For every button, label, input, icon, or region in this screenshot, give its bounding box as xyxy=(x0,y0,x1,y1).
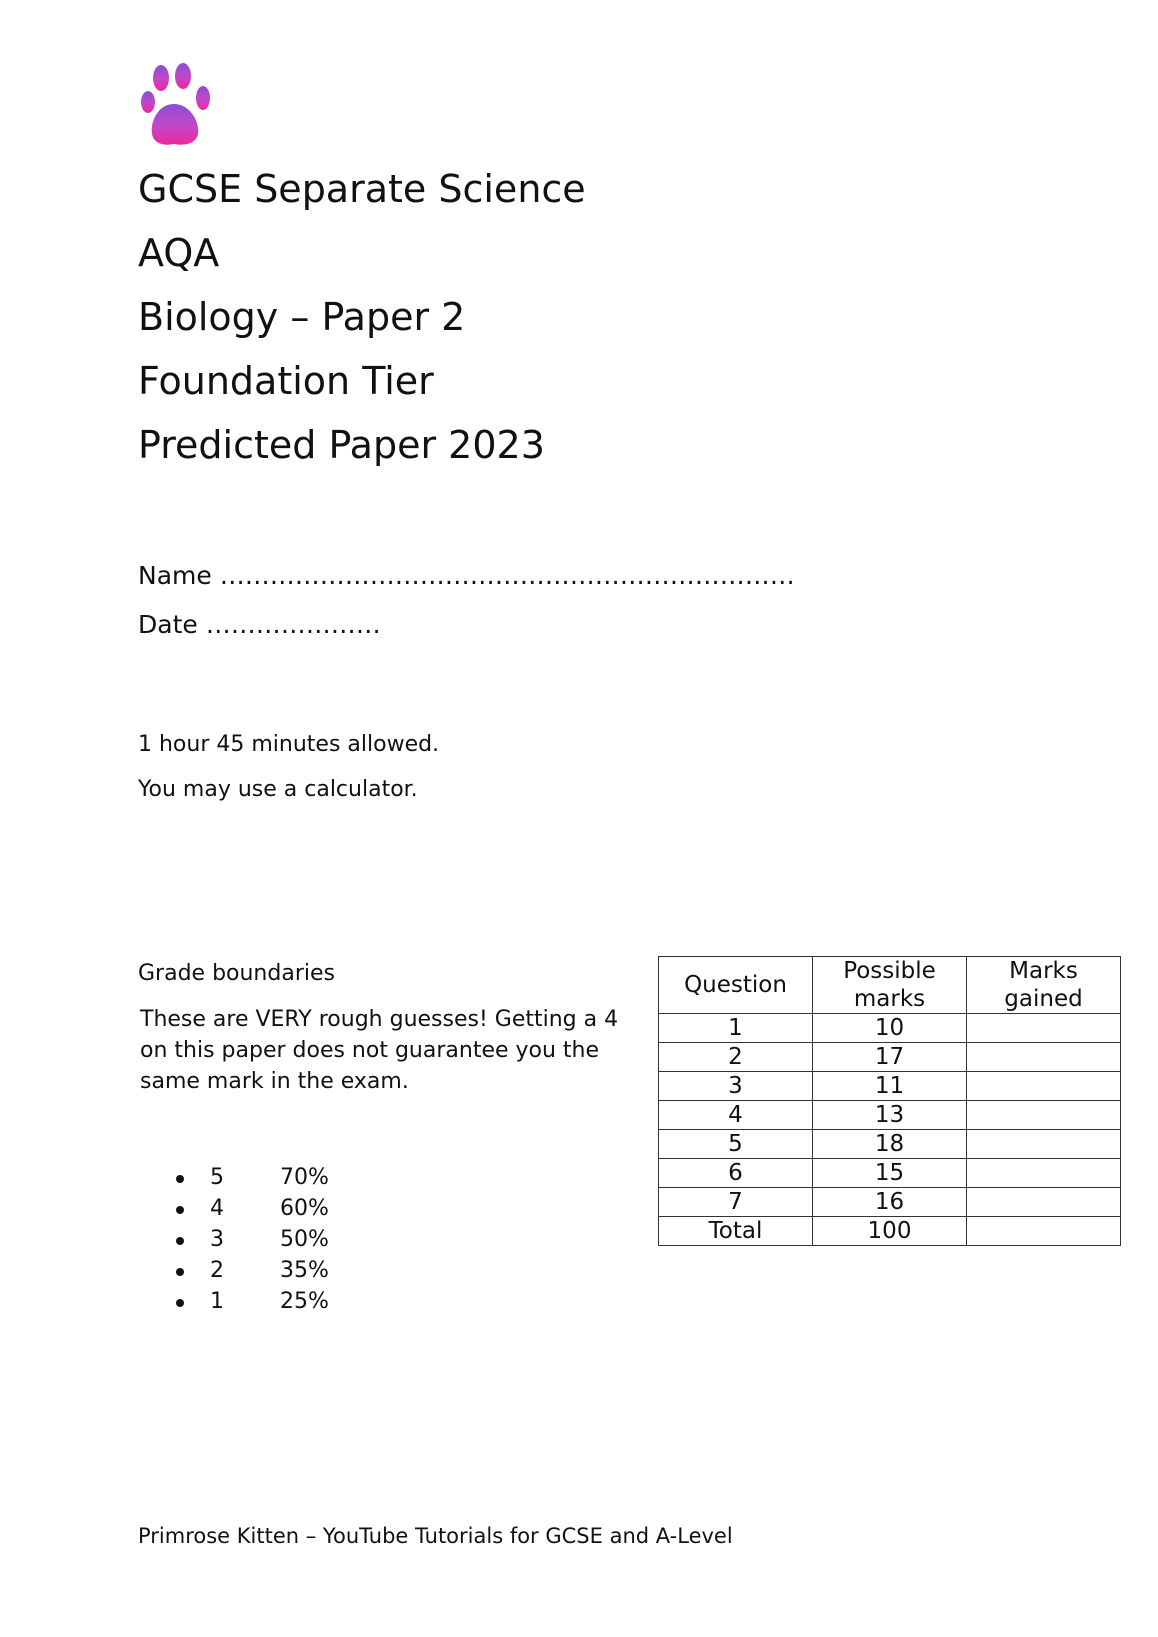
header-marks-gained: Marks gained xyxy=(967,957,1121,1014)
bullet-icon xyxy=(176,1299,184,1307)
possible-cell: 16 xyxy=(813,1188,967,1217)
grade-percent: 60% xyxy=(280,1196,329,1221)
question-cell: 1 xyxy=(659,1014,813,1043)
paper-year: Predicted Paper 2023 xyxy=(138,423,545,467)
header-possible-marks: Possible marks xyxy=(813,957,967,1014)
gained-cell[interactable] xyxy=(967,1043,1121,1072)
gained-cell[interactable] xyxy=(967,1217,1121,1246)
grade-value: 4 xyxy=(210,1196,224,1221)
question-cell: 2 xyxy=(659,1043,813,1072)
table-row xyxy=(659,1072,1121,1101)
bullet-icon xyxy=(176,1206,184,1214)
paw-print-icon xyxy=(140,62,220,152)
grade-value: 1 xyxy=(210,1289,224,1314)
marks-table xyxy=(658,956,1121,1246)
gained-cell[interactable] xyxy=(967,1188,1121,1217)
table-row xyxy=(659,1014,1121,1043)
table-row xyxy=(659,1159,1121,1188)
table-row-total xyxy=(659,1217,1121,1246)
tier: Foundation Tier xyxy=(138,359,434,403)
name-field[interactable]: Name …………………………………………………………… xyxy=(138,561,795,590)
bullet-icon xyxy=(176,1237,184,1245)
question-cell: 6 xyxy=(659,1159,813,1188)
possible-cell: 18 xyxy=(813,1130,967,1159)
footer-text: Primrose Kitten – YouTube Tutorials for GCSE and A-Level xyxy=(138,1524,733,1548)
table-row xyxy=(659,1101,1121,1130)
grade-value: 2 xyxy=(210,1258,224,1283)
possible-cell: 13 xyxy=(813,1101,967,1130)
exam-board: AQA xyxy=(138,231,220,275)
gained-cell[interactable] xyxy=(967,1101,1121,1130)
calculator-note: You may use a calculator. xyxy=(138,777,418,802)
possible-cell: 11 xyxy=(813,1072,967,1101)
grade-value: 3 xyxy=(210,1227,224,1252)
grade-percent: 70% xyxy=(280,1165,329,1190)
bullet-icon xyxy=(176,1175,184,1183)
possible-cell: 15 xyxy=(813,1159,967,1188)
time-allowed: 1 hour 45 minutes allowed. xyxy=(138,732,440,757)
grade-value: 5 xyxy=(210,1165,224,1190)
possible-cell: 100 xyxy=(813,1217,967,1246)
grade-percent: 25% xyxy=(280,1289,329,1314)
grade-boundaries-heading: Grade boundaries xyxy=(138,961,335,986)
course-title: GCSE Separate Science xyxy=(138,167,586,211)
bullet-icon xyxy=(176,1268,184,1276)
gained-cell[interactable] xyxy=(967,1130,1121,1159)
paper-name: Biology – Paper 2 xyxy=(138,295,466,339)
grade-percent: 50% xyxy=(280,1227,329,1252)
question-cell: 3 xyxy=(659,1072,813,1101)
table-row xyxy=(659,1043,1121,1072)
table-row xyxy=(659,1130,1121,1159)
gained-cell[interactable] xyxy=(967,1072,1121,1101)
possible-cell: 17 xyxy=(813,1043,967,1072)
question-cell: Total xyxy=(659,1217,813,1246)
question-cell: 5 xyxy=(659,1130,813,1159)
gained-cell[interactable] xyxy=(967,1014,1121,1043)
table-row xyxy=(659,1188,1121,1217)
gained-cell[interactable] xyxy=(967,1159,1121,1188)
grade-percent: 35% xyxy=(280,1258,329,1283)
grade-boundaries-note: These are VERY rough guesses! Getting a 4 on this paper does not guarantee you the same mark in the exam. xyxy=(140,1007,619,1094)
question-cell: 4 xyxy=(659,1101,813,1130)
header-question: Question xyxy=(659,957,813,1014)
question-cell: 7 xyxy=(659,1188,813,1217)
possible-cell: 10 xyxy=(813,1014,967,1043)
date-field[interactable]: Date ………………… xyxy=(138,610,381,639)
